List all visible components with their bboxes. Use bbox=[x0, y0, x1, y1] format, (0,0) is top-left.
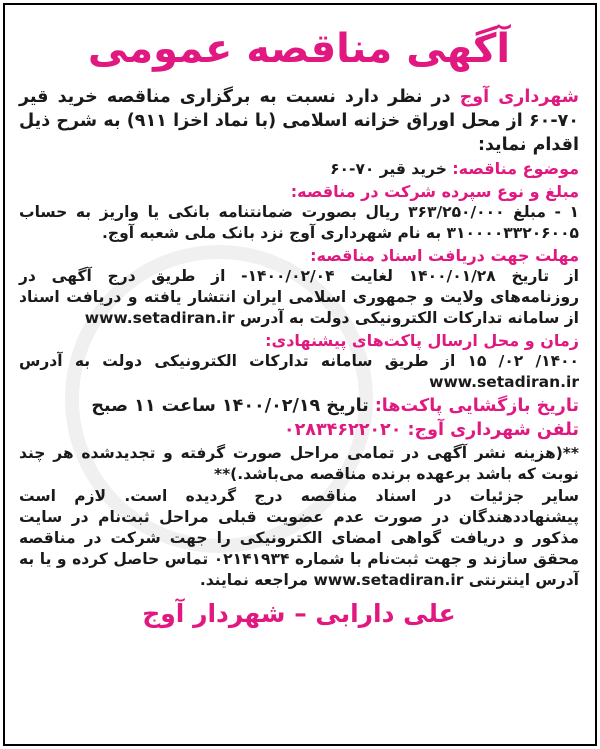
notice-content bbox=[5, 19, 595, 633]
phone-value[interactable]: ۰۲۸۳۴۶۲۲۰۲۰ bbox=[283, 420, 402, 440]
municipality-name: شهرداری آوج bbox=[459, 87, 579, 107]
docs-deadline-heading: مهلت جهت دریافت اسناد مناقصه: bbox=[310, 246, 579, 265]
details-tail: مراجعه نمایند. bbox=[199, 571, 314, 589]
submission-text: ۱۴۰۰/ ۰۲/ ۱۵ از طریق سامانه تدارکات الکترونیکی دولت به آدرس bbox=[19, 352, 579, 370]
submission-heading: زمان و محل ارسال پاکت‌های پیشنهادی: bbox=[265, 331, 579, 350]
details-paragraph bbox=[19, 486, 579, 591]
opening-value: تاریخ ۱۴۰۰/۰۲/۱۹ ساعت ۱۱ صبح bbox=[91, 396, 375, 416]
signature: علی دارابی – شهردار آوج bbox=[142, 599, 456, 628]
cost-note: **(هزینه نشر آگهی در تمامی مراحل صورت گرفته و تجدیدشده هر چند نوبت که باشد برعهده برنده مناقصه می‌باشد.)** bbox=[19, 444, 579, 483]
subject-value: خرید قیر ۷۰-۶۰ bbox=[330, 160, 453, 178]
deposit-text: ۱ - مبلغ ۳۶۳/۲۵۰/۰۰۰ ریال بصورت ضمانتنامه بانکی یا واریز به حساب ۳۱۰۰۰۰۳۳۲۰۶۰۰۵ به نام شهرداری آوج نزد بانک ملی شعبه آوج. bbox=[19, 203, 579, 242]
docs-deadline-url[interactable]: www.setadiran.ir bbox=[84, 309, 235, 327]
details-url[interactable]: www.setadiran.ir bbox=[313, 571, 464, 589]
notice-frame bbox=[3, 3, 597, 746]
docs-deadline-text: از تاریخ ۱۴۰۰/۰۱/۲۸ لغایت ۱۴۰۰/۰۲/۰۴- از طریق درج آگهی در روزنامه‌های ولایت و جمهوری اسلامی ایران انتشار یافته و دریافت اسناد از سامانه تدارکات الکترونیکی دولت به آدرس bbox=[19, 267, 579, 327]
intro-text: در نظر دارد نسبت به برگزاری مناقصه خرید قیر ۷۰-۶۰ از محل اوراق خزانه اسلامی (با نماد اخزا ۹۱۱) به شرح ذیل اقدام نماید: bbox=[19, 87, 579, 155]
submission-url[interactable]: www.setadiran.ir bbox=[429, 373, 579, 391]
submission-paragraph bbox=[19, 351, 579, 393]
docs-deadline-paragraph bbox=[19, 266, 579, 329]
details-text: سایر جزئیات در اسناد مناقصه درج گردیده است. لازم است پیشنهاددهندگان در صورت عدم عضویت قبلی مراحل ثبت‌نام در سایت مذکور و دریافت گواهی امضای الکترونیکی را جهت شرکت در مناقصه محقق سازند و جهت ثبت‌نام با شماره ۰۲۱۴۱۹۳۴ تماس حاصل کرده و یا به آدرس اینترنتی bbox=[19, 487, 579, 589]
subject-label: موضوع مناقصه: bbox=[452, 159, 579, 178]
intro-paragraph bbox=[19, 85, 579, 157]
opening-line bbox=[19, 394, 579, 418]
page-title: آگهی مناقصه عمومی bbox=[87, 26, 511, 72]
deposit-heading: مبلغ و نوع سپرده شرکت در مناقصه: bbox=[290, 182, 579, 201]
opening-label: تاریخ بازگشایی پاکت‌ها: bbox=[374, 396, 579, 416]
subject-line bbox=[19, 158, 579, 180]
phone-line bbox=[19, 418, 579, 442]
phone-label: تلفن شهرداری آوج: bbox=[407, 420, 579, 440]
